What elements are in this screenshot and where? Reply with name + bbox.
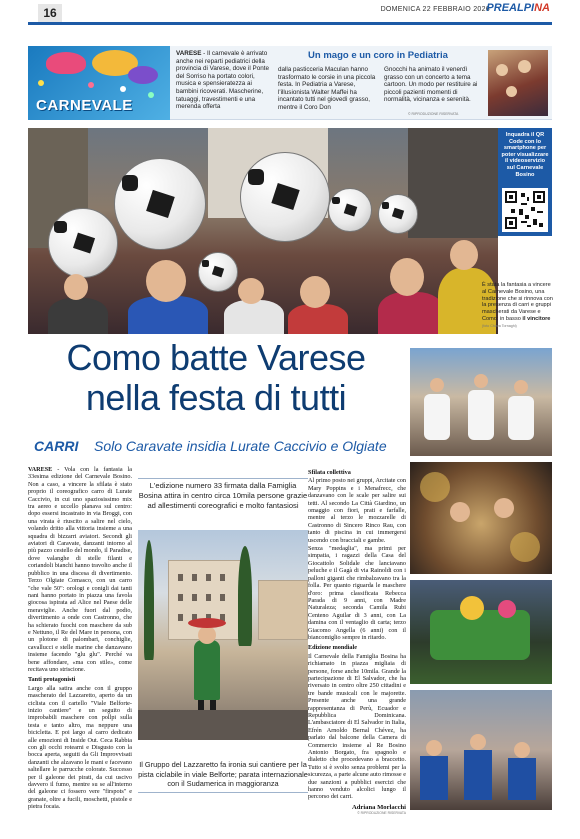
confetti [148,92,154,98]
pull-quote: L'edizione numero 33 firmata dalla Famiglia Bosina attira in centro circa 10mila persone grazie ad allestimenti coreografici e molto fantasiosi [138,478,308,511]
article-column-3 [308,466,406,836]
page-header [0,0,580,34]
costume-group-photo [410,462,552,574]
headline-line-1: Como batte Varese [66,337,366,378]
article-headline [28,338,404,418]
giant-ball [378,194,418,234]
qr-text: Inquadra il QR Code con lo smartphone per poter visualizzare il videoservizio sul Carnevale Bosino [501,132,549,178]
giant-ball [114,158,206,250]
article-column-1 [28,466,132,832]
giant-ball [198,252,238,292]
section-heading: Sfilata collettiva [308,469,351,476]
author-signature: Adriana Morlacchi [351,803,406,811]
page-number: 16 [38,4,62,22]
article-subheadline: Solo Caravate insidia Lurate Caccivio e Olgiate [94,438,387,454]
headline-line-2: nella festa di tutti [85,377,347,418]
dateline: VARESE [28,466,53,473]
float-photo [410,580,552,684]
paragraph: Senza "medaglia", ma primi per simpatia, i ragazzi della Casa del Giocattolo Solidale che lanciavano peluche e il Gagà di via Rainoldi con i palloni giganti che rimbalzavano tra la folla. Per quanto riguarda le maschere d'oro: prima classificata Rebecca Parada di 9 anni, con Madre Naturaleza; seconda Camila Rubi Centeno Aguilar di 3 anni, con La damina con il ventaglio di carta; terzo Giacomo Angella (6 anni) con il biancomiglio sempre in ritardo. [308,545,406,641]
banner-lead-body: - Il carnevale è arrivato anche nei reparti pediatrici della provincia di Varese, dove il Ponte del Sorriso ha portato colori, musica e spensieratezza ai bambini ricoverati. Mascherine, tatuaggi, travestimenti e una merenda offerta [176,50,269,111]
paragraph-text: - Vola con la fantasia la 33esima edizione del Carnevale Bosino. Non a caso, a vincere la sfilata è stato proprio il coreografico carro di Lurate Caccivio, in cui uno spaziosissimo mix tra aereo e uccello planava sul centro: dopo essersi incastrato in via Broggi, con una virata è riuscito a salire nel cielo, volando dritto alla vittoria insieme a una squadra di bizzarri aviatori. Secondi gli aviatori di Caravate, danzanti intorno al più pazzo cestello del mondo, il Paradise, dove valanghe di stelle filanti e coriandoli bianchi hanno travolto anche il pubblico in una discesa di divertimento. Terzo Olgiate Comasco, con un carro "che vale 50": orologi e conigli dai tanti nani hanno portato in piazza una favola giocosa ispirata ad Alice nel Paese delle meraviglie. Anche fuori dal podio, divertimento a onde con Castronno, che ha schierato fuochi con maschere da sub e Nettuno, il Re del Mare in persona, con un plotone di palombari, conchiglie, cavallucci e stelle marine che danzavano insieme facendo "glu glu". Perché va bene affondare, «ma con stile», come recitava uno striscione. [28,466,132,673]
banner-credit: © RIPRODUZIONE RISERVATA [408,112,459,116]
issue-date: DOMENICA 22 FEBBRAIO 2026 [380,6,490,13]
section-heading: Edizione mondiale [308,644,357,652]
rights-notice: © RIPRODUZIONE RISERVATA [357,810,406,815]
paragraph: Al primo posto nei gruppi, Arcitate con Mary Poppins e i Menafrecc, che danzavano con le scale per salire sui tetti. Al secondo La Città Giardino, un omaggio con fiori, prati e farfalle, mentre al terzo le mozzarelle di Castronno di Sincero Rinco Rau, con tanto di piscina in cui immergersi uscendo con bracciali e gambe. [308,477,406,544]
giant-ball [48,208,118,278]
giant-ball [328,188,372,232]
banner-lead-text [176,50,270,111]
carnevale-banner [28,46,552,120]
newspaper-logo: PREALPINA [486,2,550,14]
hero-caption-bold: il vincitore [522,315,551,322]
hero-caption-text: È stata la fantasia a vincere al Carnevale Bosino, una tradizione che si rinnova con la presenza di carri e gruppi mascherati da Varese e Como: in basso [482,282,553,322]
article-lead-paragraph [28,466,132,673]
hero-photo-parade [28,128,498,334]
qr-code[interactable] [502,188,548,232]
lazzaretto-photo [138,530,308,740]
banner-lead-name: VARESE [176,50,202,57]
header-rule [28,22,552,25]
logo-accent: NA [534,2,550,14]
photo-credit: (foto Chiara Tornaghi) [482,323,517,328]
qr-code-graphic [505,191,545,229]
banner-column-3: Gnocchi ha animato il venerdì grasso con un concerto a tema cartoon. Un modo per restituire ai piccoli pazienti momenti di normalità, vicinanza e serenità. [384,66,478,104]
section-label: CARNEVALE [36,97,133,114]
article-kicker: CARRI [34,438,79,454]
paragraph: Il Carnevale della Famiglia Bosina ha richiamato in piazza migliaia di persone, forse anche 10mila. Grande la partecipazione di El Salvador, che ha riversato in centro oltre 250 cittadini e tre bande musicali con le majorette. Presente anche una grande rappresentanza di Perù, Ecuador e Repubblica Dominicana. L'ambasciatore di El Salvador in Italia, Efrén Arnoldo Bernal Chévez, ha parlato dal balcone della Camera di Commercio insieme al Re Bosino Antonio Borgato, fra spagnolo e dialetto che procedevano a braccetto. Tutto si è svolto senza problemi per la sicurezza, a parte alcune auto rimosse e due sanzioni a pubblici esercizi che hanno venduto alcolici lungo il percorso dei carri. [308,652,406,801]
giant-ball [240,152,330,242]
hero-photo-caption [482,282,554,330]
section-heading: Tanti protagonisti [28,676,76,684]
confetti [120,86,126,92]
banner-column-2: dalla pasticceria Maculan hanno trasformato le corsie in una piccola festa. In Pediatria a Varese, l'illusionista Walter Maffei ha incantato tutti nel giovedì grasso, mentre il Coro Don [278,66,376,111]
carnevale-illustration [28,46,170,120]
confetti [38,80,44,86]
winner-float-photo [410,690,552,810]
paragraph: Largo alla satira anche con il gruppo mascherato del Lazzaretto, aperto da un ciclista con il cartello "Viale Belforte-inizio cantiere" e un seguito di improbabili maschere con pollpi sulla testa e tanto altro, ma neppure una bicicletta. E poi largo al carro dedicato alle emozioni di Inside Out. Ceca Rabbia con gli occhi rotearni e Disgusto con la bocca aperta, seguiti da Gli Improvvisati danzanti che alzavano le mani e facevano saltellare le parrucche colorate. Successo per il galeone dei pirati, da cui uscivo davvero il fumo, mentre su se all'interno del galeone ci fossero vere "firspots" e granate, oltre a fucili, moschetti, pistole e pietra focaia. [28,684,132,811]
banner-photo [488,50,548,116]
majorettes-photo [410,348,552,456]
mask-illustration-purple [128,66,158,84]
confetti [88,82,94,88]
photo-caption-lazzaretto: Il Gruppo del Lazzaretto fa ironia sui cantiere per la pista ciclabile in viale Belforte; parata internazionale con il Sudamerica in maggioranza [138,760,308,793]
mask-illustration-pink [46,52,86,74]
banner-title: Un mago e un coro in Pediatria [308,50,448,61]
